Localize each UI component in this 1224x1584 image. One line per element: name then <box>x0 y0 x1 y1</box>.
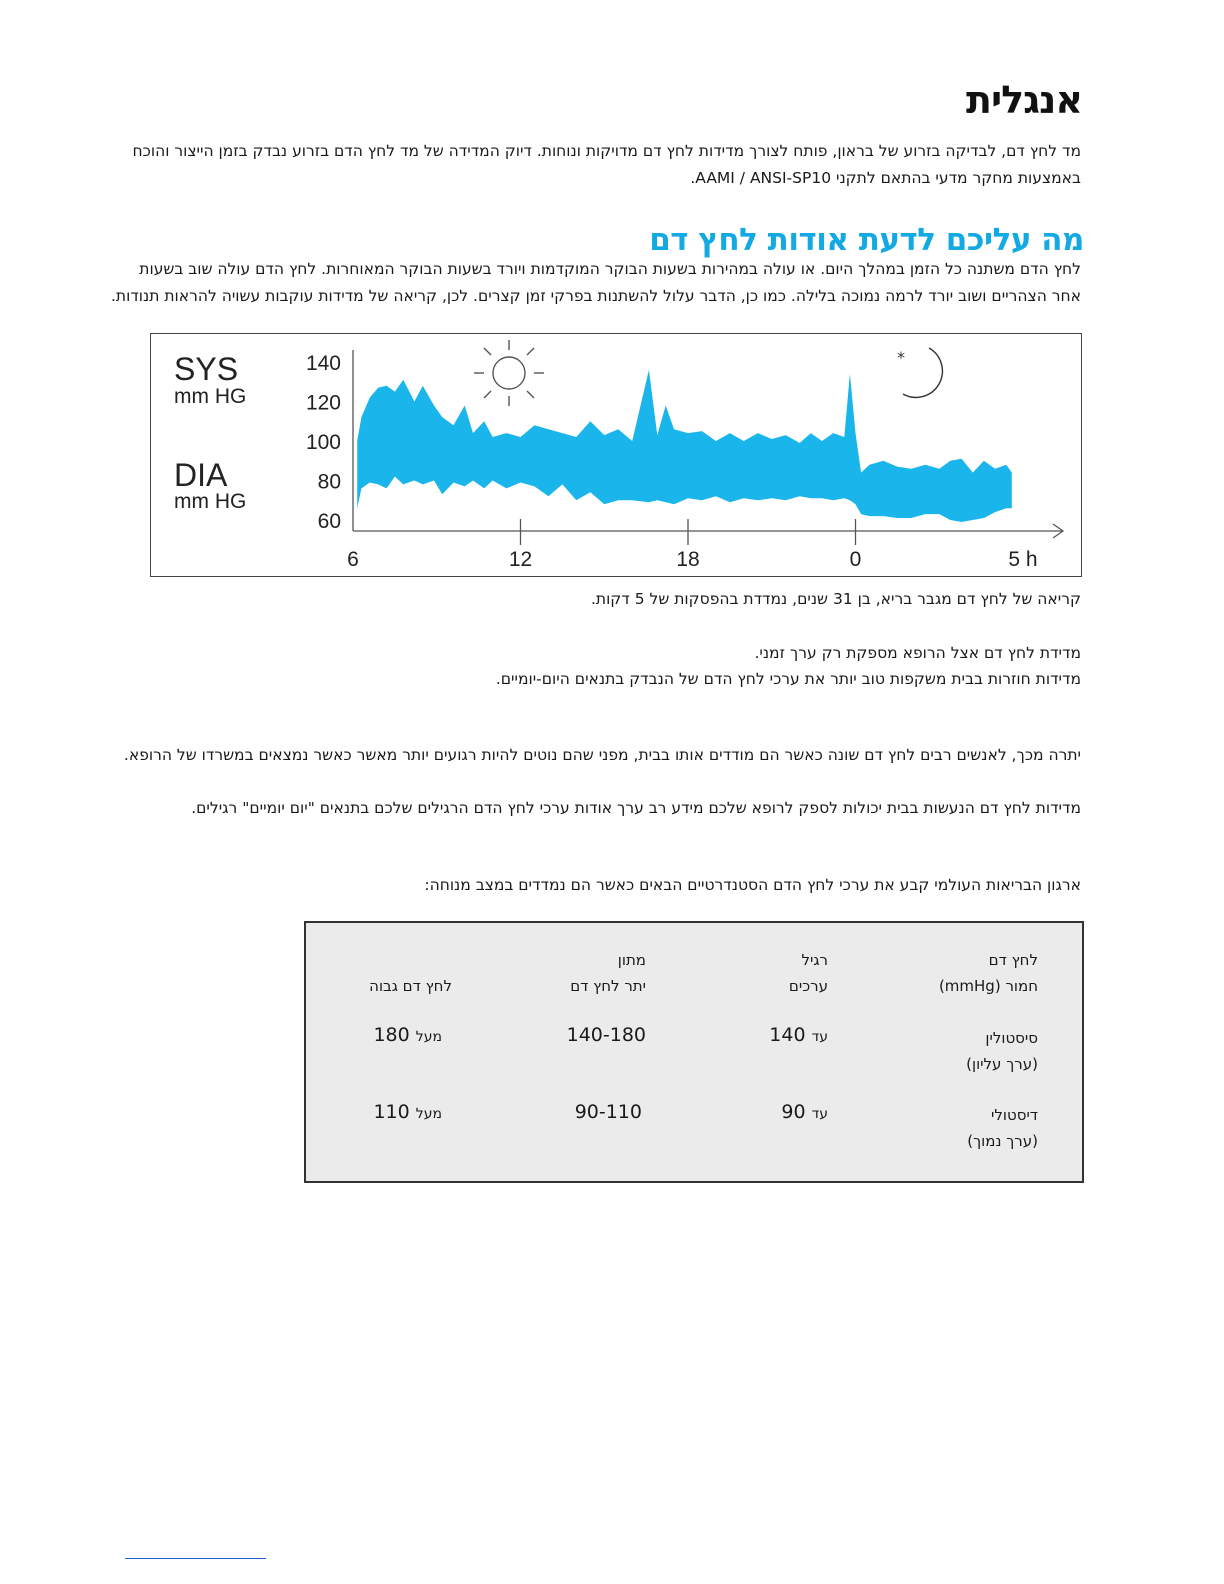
home-repeat-measurement-line: מדידות חוזרות בבית משקפות טוב יותר את ערכי לחץ הדם של הנבדק בתנאים היום-יומיים. <box>495 670 1081 688</box>
row-label-line: (ערך נמוך) <box>967 1132 1038 1150</box>
y-tick-label: 120 <box>305 391 341 415</box>
table-cell <box>575 1101 642 1123</box>
table-cell <box>373 1101 442 1123</box>
x-tick-label: 0 <box>849 548 862 571</box>
page-title: אנגלית <box>966 78 1082 122</box>
value-prefix: מעל <box>415 1029 442 1045</box>
value: 140-180 <box>566 1024 646 1046</box>
section-heading: מה עליכם לדעת אודות לחץ דם <box>649 222 1084 258</box>
table-header <box>369 947 452 999</box>
chart-canvas <box>151 334 1081 576</box>
x-tick-label: 6 <box>347 548 359 571</box>
y-tick-label: 80 <box>317 470 341 494</box>
value: 140 <box>769 1024 806 1046</box>
table-row-label <box>967 1102 1038 1154</box>
row-label-line: (ערך עליון) <box>966 1055 1038 1073</box>
blood-pressure-band <box>357 370 1012 522</box>
sun-icon <box>474 340 544 406</box>
table-cell <box>781 1101 828 1123</box>
table-header <box>570 947 646 999</box>
header-line: לחץ דם <box>988 951 1038 969</box>
table-cell <box>567 1024 646 1046</box>
who-classification-table <box>304 921 1084 1183</box>
value: 90 <box>781 1101 806 1123</box>
value: 180 <box>373 1024 410 1046</box>
value-prefix: עד <box>811 1029 828 1045</box>
footer-rule <box>125 1558 266 1559</box>
header-line: ערכים <box>788 977 828 995</box>
who-intro: ארגון הבריאות העולמי קבע את ערכי לחץ הדם הסטנדרטיים הבאים כאשר הם נמדדים במצב מנוחה: <box>424 876 1081 894</box>
value-prefix: מעל <box>415 1106 442 1122</box>
explanation-paragraph: לחץ הדם משתנה כל הזמן במהלך היום. או עולה במהירות בשעות הבוקר המוקדמות ויורד בשעות הבוקר המאוחרות. לחץ הדם עולה שוב בשעות אחר הצהריים ושוב יורד לרמה נמוכה בלילה. כמו כן, הדבר עלול להשתנות בפרקי זמן קצרים. לכן, קריאה של מדידות עוקבות עשויה להראות תנודות. <box>110 260 1081 305</box>
dia-unit-label: mm HG <box>174 490 247 513</box>
x-tick-label: 18 <box>676 548 700 571</box>
moon-star-icon <box>897 348 942 397</box>
value: 90-110 <box>574 1101 642 1123</box>
row-label-line: דיסטולי <box>991 1106 1038 1124</box>
header-line: חמור (mmHg) <box>938 977 1038 995</box>
x-tick-label: 12 <box>508 548 533 571</box>
white-coat-paragraph: יתרה מכך, לאנשים רבים לחץ דם שונה כאשר הם מודדים אותו בבית, מפני שהם נוטים להיות רגועים יותר מאשר כאשר נמצאים במשרדו של הרופא. <box>123 746 1081 764</box>
x-tick-label: 5 h <box>1008 548 1038 571</box>
home-measurement-paragraph: מדידות לחץ דם הנעשות בבית יכולות לספק לרופא שלכם מידע רב ערך אודות ערכי לחץ הדם הרגילים שלכם בתנאים "יום יומיים" רגילים. <box>191 799 1081 817</box>
header-line <box>369 947 452 973</box>
header-line: לחץ דם גבוה <box>369 977 452 995</box>
header-line: מתון <box>617 951 646 969</box>
sys-unit-label: mm HG <box>174 385 247 408</box>
header-line: רגיל <box>801 951 828 969</box>
intro-paragraph: מד לחץ דם, לבדיקה בזרוע של בראון, פותח לצורך מדידות לחץ דם מדויקות ונוחות. דיוק המדידה של מד לחץ הדם בזרוע נבדק בזמן הייצור והוכח באמצעות מחקר מדעי בהתאם לתקני AAMI / ANSI-SP10. <box>132 142 1081 187</box>
header-line: יתר לחץ דם <box>570 977 646 995</box>
dia-label: DIA <box>174 457 228 493</box>
sys-label: SYS <box>174 351 239 387</box>
blood-pressure-chart <box>150 333 1082 577</box>
clinic-measurement-line: מדידת לחץ דם אצל הרופא מספקת רק ערך זמני. <box>754 644 1081 662</box>
y-tick-label: 140 <box>305 352 341 375</box>
y-tick-label: 60 <box>317 510 341 533</box>
table-row-label <box>966 1025 1038 1077</box>
svg-text:*: * <box>897 348 905 367</box>
chart-caption: קריאה של לחץ דם מגבר בריא, בן 31 שנים, נמדדת בהפסקות של 5 דקות. <box>590 590 1081 608</box>
value-prefix: עד <box>811 1106 828 1122</box>
value: 110 <box>373 1101 410 1123</box>
row-label-line: סיסטולין <box>985 1029 1038 1047</box>
y-tick-label: 100 <box>305 431 341 454</box>
table-header <box>789 947 828 999</box>
table-cell <box>373 1024 442 1046</box>
table-cell <box>769 1024 828 1046</box>
table-header <box>939 947 1038 999</box>
